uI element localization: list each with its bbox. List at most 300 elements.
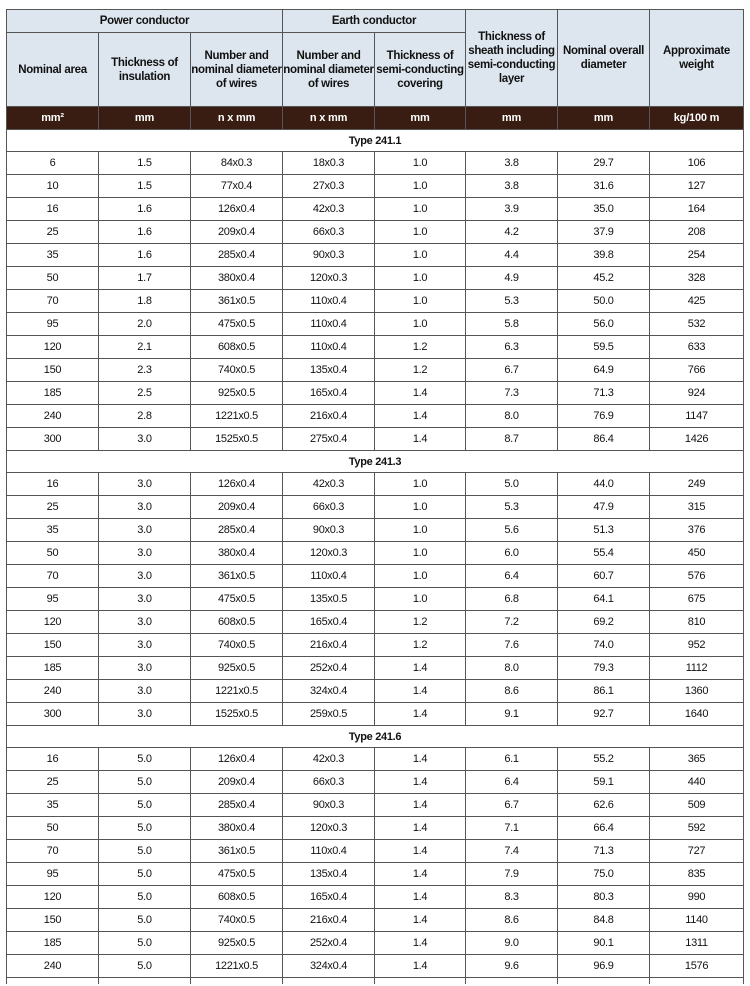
table-cell: 1112 <box>650 657 744 680</box>
table-cell: 925x0.5 <box>191 382 283 405</box>
table-row <box>7 680 744 703</box>
table-cell: 27x0.3 <box>283 175 375 198</box>
table-cell: 110x0.4 <box>283 565 375 588</box>
table-cell: 285x0.4 <box>191 794 283 817</box>
table-cell: 1221x0.5 <box>191 680 283 703</box>
table-cell: 7.3 <box>466 382 558 405</box>
sheath-thickness-header: Thickness of sheath including semi-conducting layer <box>466 10 558 107</box>
table-cell: 16 <box>7 473 99 496</box>
table-cell: 727 <box>650 840 744 863</box>
table-cell: 1.0 <box>375 198 466 221</box>
table-cell: 95 <box>7 313 99 336</box>
table-cell: 110x0.4 <box>283 336 375 359</box>
table-cell: 1.0 <box>375 313 466 336</box>
table-cell: 1140 <box>650 909 744 932</box>
table-cell: 216x0.4 <box>283 405 375 428</box>
table-cell: 1.2 <box>375 634 466 657</box>
table-cell: 1.0 <box>375 152 466 175</box>
table-cell: 1.0 <box>375 519 466 542</box>
table-cell: 1.0 <box>375 496 466 519</box>
table-cell: 2.0 <box>99 313 191 336</box>
table-cell: 675 <box>650 588 744 611</box>
table-row <box>7 955 744 978</box>
table-cell: 9.6 <box>466 955 558 978</box>
table-cell: 165x0.4 <box>283 886 375 909</box>
table-cell: 300 <box>7 428 99 451</box>
table-cell: 1.4 <box>375 405 466 428</box>
table-cell: 90.1 <box>558 932 650 955</box>
table-cell: 5.8 <box>466 313 558 336</box>
table-cell: 8.0 <box>466 405 558 428</box>
table-row <box>7 932 744 955</box>
table-cell: 50 <box>7 267 99 290</box>
table-cell: 1.4 <box>375 840 466 863</box>
table-cell: 2.8 <box>99 405 191 428</box>
table-cell: 90x0.3 <box>283 244 375 267</box>
table-cell: 5.3 <box>466 290 558 313</box>
table-cell: 324x0.4 <box>283 955 375 978</box>
table-cell: 3.0 <box>99 680 191 703</box>
table-cell: 1360 <box>650 680 744 703</box>
table-row <box>7 611 744 634</box>
table-cell: 1426 <box>650 428 744 451</box>
unit-cell: mm <box>466 107 558 130</box>
table-cell: 75.0 <box>558 863 650 886</box>
table-cell: 532 <box>650 313 744 336</box>
unit-cell: mm <box>375 107 466 130</box>
table-cell: 16 <box>7 198 99 221</box>
approximate-weight-header: Approximate weight <box>650 10 744 107</box>
table-cell: 1.4 <box>375 680 466 703</box>
table-cell: 150 <box>7 909 99 932</box>
table-cell: 1.4 <box>375 703 466 726</box>
table-cell: 252x0.4 <box>283 932 375 955</box>
table-cell: 1.0 <box>375 221 466 244</box>
table-cell: 361x0.5 <box>191 290 283 313</box>
table-cell: 110x0.4 <box>283 840 375 863</box>
table-cell: 1.4 <box>375 382 466 405</box>
power-conductor-group-header: Power conductor <box>7 10 283 33</box>
insulation-thickness-header: Thickness of insulation <box>99 33 191 107</box>
table-row <box>7 198 744 221</box>
table-cell: 50 <box>7 542 99 565</box>
table-cell: 1.6 <box>99 221 191 244</box>
table-cell: 25 <box>7 771 99 794</box>
table-cell: 1.0 <box>375 588 466 611</box>
table-cell: 126x0.4 <box>191 473 283 496</box>
table-cell: 209x0.4 <box>191 221 283 244</box>
table-cell: 66x0.3 <box>283 771 375 794</box>
table-row <box>7 909 744 932</box>
table-cell: 216x0.4 <box>283 909 375 932</box>
table-cell: 1.4 <box>375 428 466 451</box>
table-cell: 925x0.5 <box>191 932 283 955</box>
table-cell: 150 <box>7 634 99 657</box>
table-row <box>7 840 744 863</box>
table-cell: 150 <box>7 359 99 382</box>
table-cell: 59.5 <box>558 336 650 359</box>
table-cell: 25 <box>7 221 99 244</box>
table-cell: 39.8 <box>558 244 650 267</box>
table-cell: 5.0 <box>99 748 191 771</box>
table-cell: 45.2 <box>558 267 650 290</box>
table-cell: 1.4 <box>375 886 466 909</box>
table-cell: 8.7 <box>466 428 558 451</box>
nominal-area-header: Nominal area <box>7 33 99 107</box>
unit-cell: kg/100 m <box>650 107 744 130</box>
table-cell: 50.0 <box>558 290 650 313</box>
table-cell: 5.0 <box>99 955 191 978</box>
table-cell: 31.6 <box>558 175 650 198</box>
table-cell: 35 <box>7 519 99 542</box>
table-cell: 69.2 <box>558 611 650 634</box>
table-cell: 1.0 <box>375 290 466 313</box>
table-row <box>7 359 744 382</box>
table-tail-cell <box>558 978 650 985</box>
table-cell: 8.6 <box>466 909 558 932</box>
table-cell: 90x0.3 <box>283 519 375 542</box>
table-cell: 86.1 <box>558 680 650 703</box>
table-cell: 328 <box>650 267 744 290</box>
table-cell: 1525x0.5 <box>191 703 283 726</box>
table-cell: 475x0.5 <box>191 588 283 611</box>
table-cell: 1.0 <box>375 542 466 565</box>
table-cell: 990 <box>650 886 744 909</box>
table-cell: 37.9 <box>558 221 650 244</box>
table-row <box>7 634 744 657</box>
table-cell: 120 <box>7 611 99 634</box>
table-cell: 120x0.3 <box>283 817 375 840</box>
table-cell: 80.3 <box>558 886 650 909</box>
table-cell: 380x0.4 <box>191 542 283 565</box>
table-cell: 120x0.3 <box>283 267 375 290</box>
table-cell: 6.4 <box>466 771 558 794</box>
table-cell: 1.4 <box>375 657 466 680</box>
table-cell: 425 <box>650 290 744 313</box>
table-cell: 95 <box>7 863 99 886</box>
table-row <box>7 221 744 244</box>
earth-wires-header: Number and nominal diameter of wires <box>283 33 375 107</box>
table-row <box>7 267 744 290</box>
table-cell: 126x0.4 <box>191 748 283 771</box>
table-cell: 592 <box>650 817 744 840</box>
table-cell: 1.6 <box>99 198 191 221</box>
table-cell: 7.6 <box>466 634 558 657</box>
section-header-row <box>7 451 744 473</box>
table-cell: 1.0 <box>375 565 466 588</box>
table-cell: 1.4 <box>375 863 466 886</box>
table-cell: 165x0.4 <box>283 382 375 405</box>
table-cell: 315 <box>650 496 744 519</box>
table-cell: 3.0 <box>99 611 191 634</box>
table-cell: 8.0 <box>466 657 558 680</box>
table-cell: 1525x0.5 <box>191 428 283 451</box>
table-cell: 925x0.5 <box>191 657 283 680</box>
table-cell: 509 <box>650 794 744 817</box>
unit-cell: n x mm <box>191 107 283 130</box>
unit-cell: mm <box>558 107 650 130</box>
table-row <box>7 886 744 909</box>
table-cell: 5.0 <box>99 863 191 886</box>
table-cell: 3.8 <box>466 152 558 175</box>
table-cell: 6.0 <box>466 542 558 565</box>
table-cell: 35.0 <box>558 198 650 221</box>
table-row <box>7 794 744 817</box>
table-cell: 1.8 <box>99 290 191 313</box>
table-cell: 1.4 <box>375 794 466 817</box>
table-cell: 165x0.4 <box>283 611 375 634</box>
table-row <box>7 175 744 198</box>
table-cell: 324x0.4 <box>283 680 375 703</box>
table-cell: 835 <box>650 863 744 886</box>
table-cell: 55.4 <box>558 542 650 565</box>
table-cell: 71.3 <box>558 382 650 405</box>
table-cell: 6.7 <box>466 359 558 382</box>
table-cell: 1147 <box>650 405 744 428</box>
table-cell: 5.0 <box>99 771 191 794</box>
table-row <box>7 496 744 519</box>
table-cell: 208 <box>650 221 744 244</box>
table-row <box>7 863 744 886</box>
table-cell: 285x0.4 <box>191 244 283 267</box>
table-cell: 3.0 <box>99 657 191 680</box>
table-cell: 185 <box>7 932 99 955</box>
table-row <box>7 290 744 313</box>
table-cell: 185 <box>7 382 99 405</box>
table-tail-cell <box>7 978 99 985</box>
table-cell: 64.1 <box>558 588 650 611</box>
table-cell: 66x0.3 <box>283 496 375 519</box>
table-cell: 127 <box>650 175 744 198</box>
table-cell: 4.4 <box>466 244 558 267</box>
table-cell: 475x0.5 <box>191 313 283 336</box>
table-cell: 952 <box>650 634 744 657</box>
section-header-row <box>7 726 744 748</box>
section-title: Type 241.3 <box>7 451 744 473</box>
table-cell: 5.0 <box>99 932 191 955</box>
table-cell: 3.0 <box>99 519 191 542</box>
table-cell: 16 <box>7 748 99 771</box>
table-cell: 240 <box>7 405 99 428</box>
table-cell: 35 <box>7 244 99 267</box>
table-cell: 1221x0.5 <box>191 405 283 428</box>
table-cell: 6.3 <box>466 336 558 359</box>
table-cell: 110x0.4 <box>283 290 375 313</box>
table-cell: 25 <box>7 496 99 519</box>
table-row <box>7 748 744 771</box>
table-cell: 70 <box>7 840 99 863</box>
table-cell: 249 <box>650 473 744 496</box>
table-cell: 1.4 <box>375 817 466 840</box>
table-cell: 633 <box>650 336 744 359</box>
table-cell: 576 <box>650 565 744 588</box>
table-cell: 380x0.4 <box>191 267 283 290</box>
table-row <box>7 313 744 336</box>
table-cell: 6.7 <box>466 794 558 817</box>
table-cell: 55.2 <box>558 748 650 771</box>
table-cell: 5.0 <box>99 886 191 909</box>
table-tail-cell <box>99 978 191 985</box>
table-cell: 259x0.5 <box>283 703 375 726</box>
overall-diameter-header: Nominal overall diameter <box>558 10 650 107</box>
table-cell: 450 <box>650 542 744 565</box>
cable-spec-table-container <box>6 9 743 984</box>
table-cell: 9.0 <box>466 932 558 955</box>
table-cell: 240 <box>7 680 99 703</box>
table-cell: 62.6 <box>558 794 650 817</box>
table-cell: 77x0.4 <box>191 175 283 198</box>
table-cell: 1.2 <box>375 611 466 634</box>
table-cell: 2.3 <box>99 359 191 382</box>
table-cell: 164 <box>650 198 744 221</box>
table-cell: 1640 <box>650 703 744 726</box>
table-cell: 7.4 <box>466 840 558 863</box>
table-cell: 924 <box>650 382 744 405</box>
table-row <box>7 152 744 175</box>
table-cell: 440 <box>650 771 744 794</box>
earth-conductor-group-header: Earth conductor <box>283 10 466 33</box>
table-cell: 95 <box>7 588 99 611</box>
table-cell: 300 <box>7 703 99 726</box>
table-cell: 1.4 <box>375 955 466 978</box>
units-row <box>7 107 744 130</box>
table-cell: 1.2 <box>375 336 466 359</box>
table-header <box>7 10 744 130</box>
table-row <box>7 542 744 565</box>
table-cell: 64.9 <box>558 359 650 382</box>
table-cell: 6.4 <box>466 565 558 588</box>
table-cell: 1.7 <box>99 267 191 290</box>
table-cell: 120x0.3 <box>283 542 375 565</box>
table-tail-cell <box>283 978 375 985</box>
table-cell: 1.0 <box>375 175 466 198</box>
table-cell: 275x0.4 <box>283 428 375 451</box>
table-cell: 10 <box>7 175 99 198</box>
table-cell: 1.4 <box>375 909 466 932</box>
table-cell: 740x0.5 <box>191 359 283 382</box>
table-cell: 106 <box>650 152 744 175</box>
unit-cell: n x mm <box>283 107 375 130</box>
table-cell: 209x0.4 <box>191 496 283 519</box>
table-cell: 70 <box>7 565 99 588</box>
table-cell: 1.4 <box>375 932 466 955</box>
table-cell: 5.0 <box>99 840 191 863</box>
table-cell: 1.4 <box>375 771 466 794</box>
table-tail-cell <box>466 978 558 985</box>
table-cell: 92.7 <box>558 703 650 726</box>
table-cell: 135x0.4 <box>283 359 375 382</box>
table-cell: 1.2 <box>375 359 466 382</box>
table-row <box>7 703 744 726</box>
table-cell: 84.8 <box>558 909 650 932</box>
table-cell: 252x0.4 <box>283 657 375 680</box>
table-cell: 59.1 <box>558 771 650 794</box>
cable-spec-table <box>6 9 744 984</box>
table-cell: 5.0 <box>99 909 191 932</box>
table-cell: 90x0.3 <box>283 794 375 817</box>
table-cell: 42x0.3 <box>283 473 375 496</box>
table-cell: 376 <box>650 519 744 542</box>
table-cell: 47.9 <box>558 496 650 519</box>
header-group-row <box>7 10 744 33</box>
table-cell: 60.7 <box>558 565 650 588</box>
table-cell: 1.4 <box>375 748 466 771</box>
table-tail-cell <box>650 978 744 985</box>
table-cell: 135x0.4 <box>283 863 375 886</box>
table-cell: 380x0.4 <box>191 817 283 840</box>
unit-cell: mm² <box>7 107 99 130</box>
table-cell: 810 <box>650 611 744 634</box>
section-title: Type 241.6 <box>7 726 744 748</box>
table-cell: 126x0.4 <box>191 198 283 221</box>
table-cell: 120 <box>7 886 99 909</box>
table-row <box>7 244 744 267</box>
table-cell: 608x0.5 <box>191 336 283 359</box>
table-cell: 740x0.5 <box>191 909 283 932</box>
table-cell: 35 <box>7 794 99 817</box>
power-wires-header: Number and nominal diameter of wires <box>191 33 283 107</box>
table-cell: 7.1 <box>466 817 558 840</box>
table-cell: 79.3 <box>558 657 650 680</box>
table-cell: 96.9 <box>558 955 650 978</box>
table-cell: 74.0 <box>558 634 650 657</box>
table-cell: 135x0.5 <box>283 588 375 611</box>
table-cell: 766 <box>650 359 744 382</box>
table-cell: 3.0 <box>99 703 191 726</box>
table-cell: 1.5 <box>99 175 191 198</box>
table-cell: 361x0.5 <box>191 565 283 588</box>
table-cell: 110x0.4 <box>283 313 375 336</box>
section-header-row <box>7 130 744 152</box>
table-cell: 71.3 <box>558 840 650 863</box>
table-cell: 3.0 <box>99 428 191 451</box>
table-cell: 608x0.5 <box>191 611 283 634</box>
table-cell: 56.0 <box>558 313 650 336</box>
table-row <box>7 428 744 451</box>
table-row <box>7 771 744 794</box>
table-row <box>7 588 744 611</box>
table-cell: 365 <box>650 748 744 771</box>
table-cell: 8.6 <box>466 680 558 703</box>
table-cell: 3.0 <box>99 496 191 519</box>
table-row <box>7 336 744 359</box>
table-cell: 86.4 <box>558 428 650 451</box>
table-cell: 3.0 <box>99 542 191 565</box>
table-cell: 3.0 <box>99 565 191 588</box>
table-cell: 209x0.4 <box>191 771 283 794</box>
table-cell: 3.9 <box>466 198 558 221</box>
table-cell: 1.0 <box>375 267 466 290</box>
table-cell: 608x0.5 <box>191 886 283 909</box>
table-cell: 285x0.4 <box>191 519 283 542</box>
table-row <box>7 382 744 405</box>
table-cell: 120 <box>7 336 99 359</box>
table-cell: 7.2 <box>466 611 558 634</box>
table-cell: 361x0.5 <box>191 840 283 863</box>
table-tail-cell <box>375 978 466 985</box>
table-cell: 3.0 <box>99 588 191 611</box>
table-cell: 29.7 <box>558 152 650 175</box>
table-cell: 2.5 <box>99 382 191 405</box>
table-cell: 6.8 <box>466 588 558 611</box>
table-cell: 5.3 <box>466 496 558 519</box>
semi-conducting-covering-header: Thickness of semi-conducting covering <box>375 33 466 107</box>
table-cell: 42x0.3 <box>283 198 375 221</box>
table-row <box>7 565 744 588</box>
unit-cell: mm <box>99 107 191 130</box>
table-cell: 66x0.3 <box>283 221 375 244</box>
table-cell: 1.0 <box>375 244 466 267</box>
